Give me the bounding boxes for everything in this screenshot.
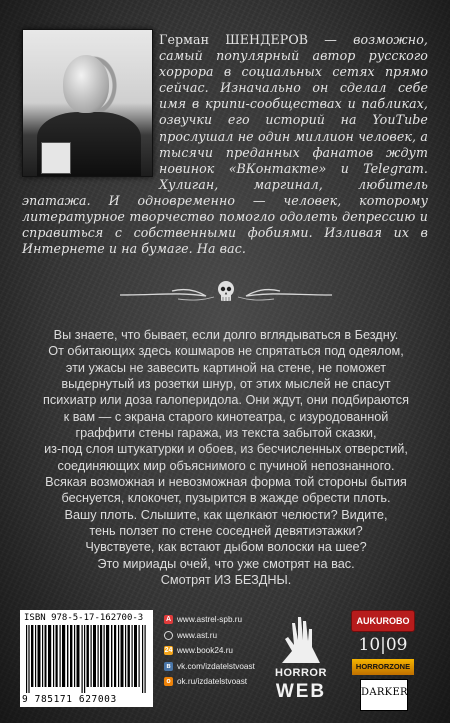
imprint-word-horror: HORROR [275, 667, 327, 679]
book24-logo-icon: 24 [164, 647, 173, 655]
darker-logo [360, 679, 408, 711]
blurb-paragraph-2: Всякая возможная и невозможная форма той стороны бытия беснуется, клокочет, пузырится в жажде обрести плоть. Вашу плоть. Слышите, как щелкают челюсти? Видите, тень ползет по стене соседней девятиэтажки? Чувствуете, как встают дыбом волоски на шее? Это мириады очей, что уже смотрят на вас. Смотрят ИЗ БЕЗДНЫ. [45, 475, 407, 588]
contact-ok-link[interactable]: ok.ru/izdatelstvoast [177, 677, 248, 687]
author-name: Герман ШЕНДЕРОВ [159, 32, 309, 47]
ok-icon: о [164, 677, 173, 686]
contact-ast-link[interactable]: www.ast.ru [177, 630, 218, 640]
globe-icon [164, 631, 173, 640]
barcode-image [26, 625, 147, 693]
imprint-word-web: WEB [275, 681, 327, 702]
isbn-digits: 9 785171 627003 [22, 694, 117, 705]
contact-book24-link[interactable]: www.book24.ru [177, 646, 233, 656]
blurb-paragraph-1: Вы знаете, что бывает, если долго вглядываться в Бездну. От обитающих здесь кошмаров не спрятаться под одеялом, эти ужасы не завесить картиной на стене, не поможет выдернутый из розетки шнур, от этих мыслей не спасут психиатр или доза галоперидола. Они ждут, они подбираются к вам — с экрана старого кинотеатра, с изуродованной граффити стены гаража, из текста забытой сказки, из-под слоя штукатурки и обоев, из бесчисленных отверстий, соединяющих мир объяснимого с пучиной непознанного. [43, 328, 409, 473]
vk-icon: в [164, 662, 173, 671]
zombie-hand-icon [268, 611, 334, 667]
series-number-mark: 10|09 [358, 635, 408, 655]
blurb-text [24, 327, 428, 589]
horrorzone-logo: HORRORZONE [352, 659, 414, 675]
author-bio [22, 32, 428, 257]
author-bio-text: — возможно, самый популярный автор русского хоррора в социальных сетях прямо сейчас. Изначально он сделал себе имя в крипи-сообществах и пабликах, озвучки его историй на YouTube прослушал не один миллион человек, а тысячи преданных фанатов ждут новинок «ВКонтакте» и Telegram. Хулиган, маргинал, любитель эпатажа. И одновременно — человек, которому литературное творчество помогло одолеть депрессию и справиться с собственными фобиями. Изливая их в Интернете и на бумаге. На вас. [22, 32, 428, 257]
horror-web-logo [268, 611, 334, 709]
series-badge: AUKUROBO [352, 611, 414, 631]
darker-label: DARKER [361, 687, 408, 698]
isbn-label: ISBN 978-5-17-162700-3 [24, 613, 144, 623]
skull-ornament-divider [118, 278, 334, 306]
isbn-barcode-block [20, 610, 153, 707]
contact-vk-link[interactable]: vk.com/izdatelstvoast [177, 661, 255, 671]
contact-astrel-link[interactable]: www.astrel-spb.ru [177, 615, 243, 625]
astrel-logo-icon: А [165, 616, 172, 624]
